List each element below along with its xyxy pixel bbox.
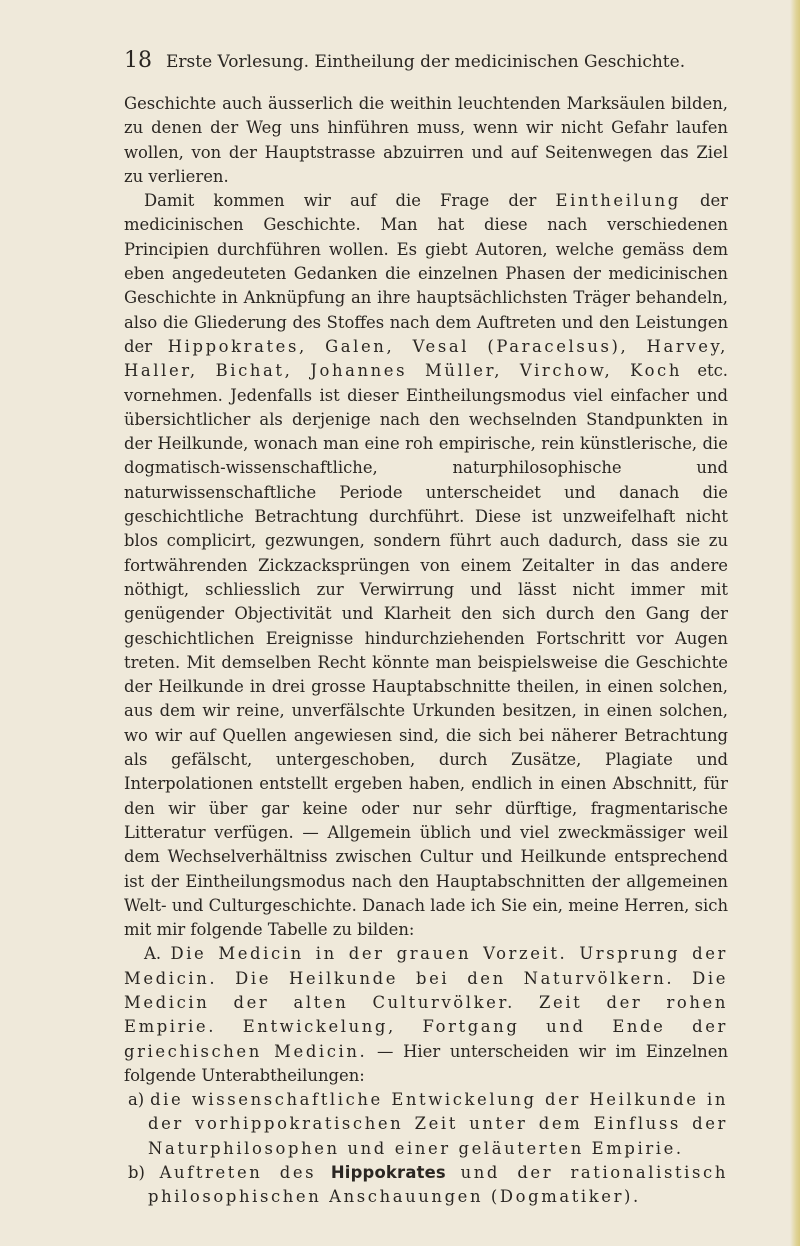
list-item-b-text-2: und der rationalistisch philosophischen Anschauungen (Dogmatiker). [148, 1163, 728, 1207]
paragraph-3-part-3: — Hier unterscheiden wir im Einzelnen folgende Unterabtheilungen: [124, 1041, 728, 1085]
page-edge [790, 0, 800, 1246]
running-header [124, 48, 724, 75]
name-hippokrates: Hippokrates [330, 1163, 446, 1183]
names-list: Hippokrates, Galen, Vesal (Paracelsus), Harvey, Haller, Bichat, Johannes Müller, Virchow, Koch [124, 336, 728, 381]
list-item-a-text: die wissenschaftliche Entwickelung der Heilkunde in der vorhippokratischen Zeit unter dem Einfluss der Naturphilosophen und einer geläuterten Empirie. [148, 1090, 728, 1158]
section-a-heading: Die Medicin in der grauen Vorzeit. Ursprung der Medicin. Die Heilkunde bei den Naturvölkern. Die Medicin der alten Culturvölker. Zeit der rohen Empirie. Entwickelung, Fortgang und Ende der griechischen Medicin. [124, 944, 728, 1061]
page-number: 18 [124, 48, 152, 73]
paragraph-2 [124, 189, 728, 942]
list-item-b-text-1: Auftreten des [159, 1163, 317, 1183]
paragraph-2-part-1: Damit kommen wir auf die Frage der [144, 191, 556, 211]
list-item-b [124, 1161, 728, 1210]
paragraph-2-part-5: etc. vornehmen. Jedenfalls ist dieser Eintheilungsmodus viel einfacher und übersichtlicher als derjenige nach den wechselnden Standpunkten in der Heilkunde, wonach man eine roh empirische, rein künstlerische, die dogmatisch-wissenschaftliche, naturphilosophische und naturwissenschaftliche Periode unterscheidet und danach die geschichtliche Betrachtung durchführt. Diese ist unzweifelhaft nicht blos complicirt, gezwungen, sondern führt auch dadurch, dass sie zu fortwährenden Zickzacksprüngen von einem Zeitalter in das andere nöthigt, schliesslich zur Verwirrung und lässt nicht immer mit genügender Objectivität und Klarheit den sich durch den Gang der geschichtlichen Ereignisse hindurchziehenden Fortschritt vor Augen treten. Mit demselben Recht könnte man beispielsweise die Geschichte der Heilkunde in drei grosse Hauptabschnitte theilen, in einen solchen, aus dem wir reine, unverfälschte Urkunden besitzen, in einen solchen, wo wir auf Quellen angewiesen sind, die sich bei näherer Betrachtung als gefälscht, untergeschoben, durch Zusätze, Plagiate und Interpolationen entstellt ergeben haben, endlich in einen Abschnitt, für den wir über gar keine oder nur sehr dürftige, fragmentarische Litteratur verfügen. — Allgemein üblich und viel zweckmässiger weil dem Wechselverhältniss zwischen Cultur und Heilkunde entsprechend ist der Eintheilungsmodus nach den Hauptabschnitten der allgemeinen Welt- und Culturgeschichte. Danach lade ich Sie ein, meine Herren, sich mit mir folgende Tabelle zu bilden: [124, 361, 728, 940]
list-item-b-letter: b) [128, 1163, 160, 1183]
paragraph-3 [124, 942, 728, 1088]
running-title: Erste Vorlesung. Eintheilung der medicinischen Geschichte. [166, 52, 686, 72]
term-eintheilung: Eintheilung [555, 191, 681, 211]
body-text [124, 92, 728, 1210]
paragraph-2-part-3: der medicinischen Geschichte. Man hat diese nach verschiedenen Principien durchführen wollen. Es giebt Autoren, welche gemäss dem eben angedeuteten Gedanken die einzelnen Phasen der medicinischen Geschichte in Anknüpfung an ihre hauptsächlichsten Träger behandeln, also die Gliederung des Stoffes nach dem Auftreten und den Leistungen der [124, 191, 728, 356]
list-item-a [124, 1088, 728, 1161]
paragraph-1: Geschichte auch äusserlich die weithin leuchtenden Marksäulen bilden, zu denen der Weg uns hinführen muss, wenn wir nicht Gefahr laufen wollen, von der Hauptstrasse abzuirren und auf Seitenwegen das Ziel zu verlieren. [124, 94, 728, 186]
list-item-a-letter: a) [128, 1090, 151, 1110]
section-a-letter: A. [144, 944, 171, 964]
